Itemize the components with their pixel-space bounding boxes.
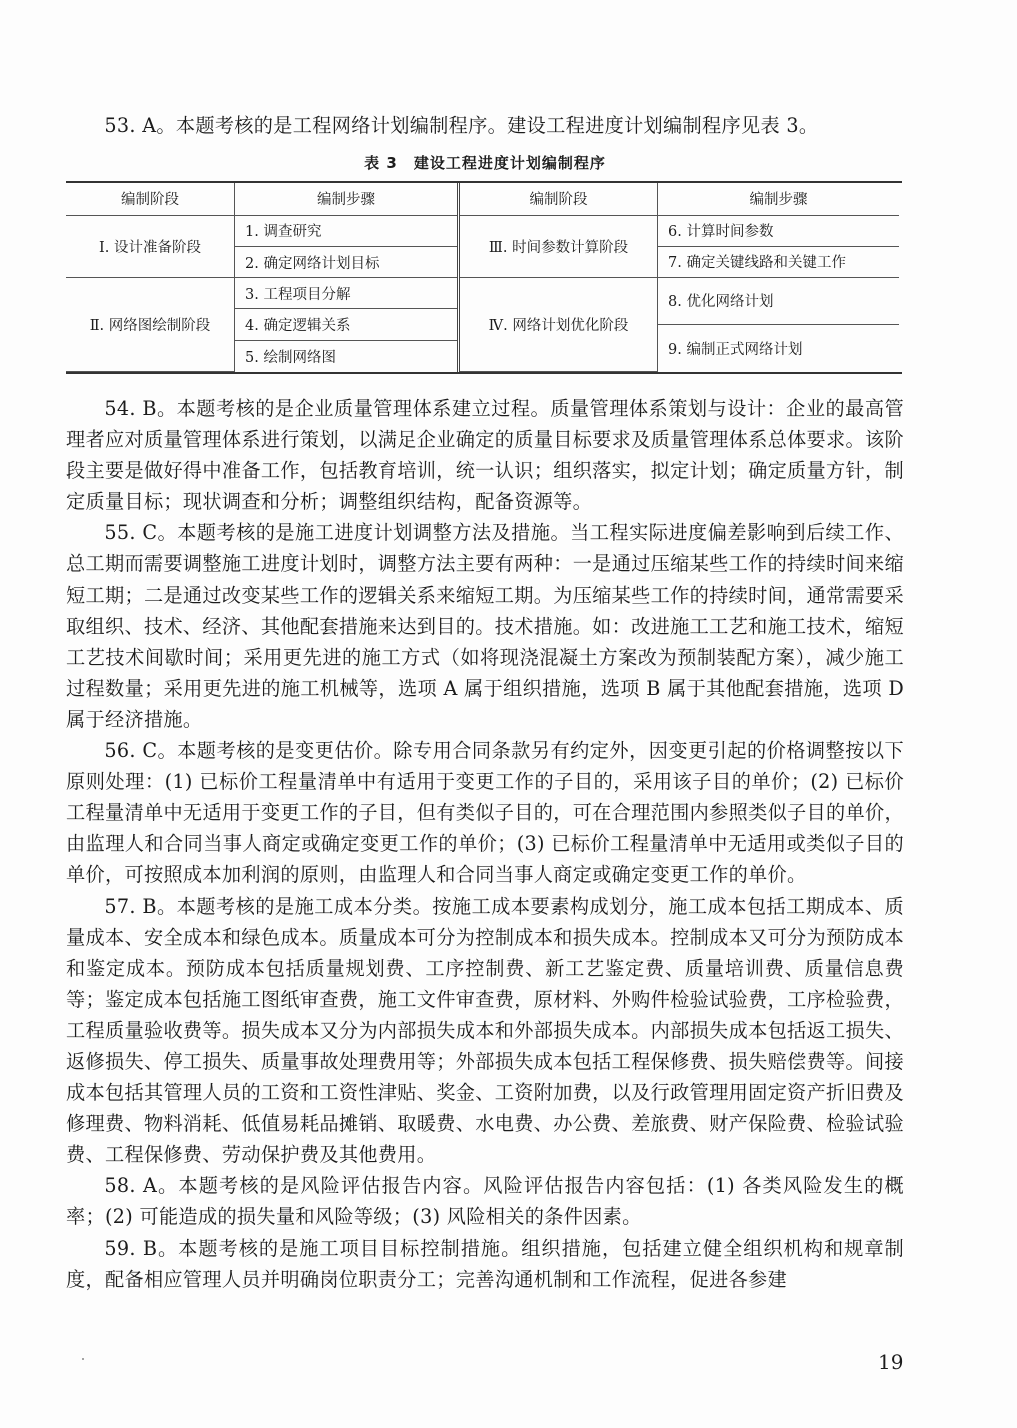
header-step: 编制步骤 — [235, 183, 459, 215]
stage-cell: Ⅲ. 时间参数计算阶段 — [460, 215, 658, 277]
table-caption: 表 3 建设工程进度计划编制程序 — [364, 154, 606, 172]
step-cell: 7. 确定关键线路和关键工作 — [658, 246, 900, 277]
answer-explanations — [66, 393, 904, 1295]
step-cell: 9. 编制正式网络计划 — [658, 324, 900, 371]
step-cell: 8. 优化网络计划 — [658, 277, 900, 324]
stage-cell: Ⅳ. 网络计划优化阶段 — [460, 277, 658, 371]
page-number: 19 — [878, 1350, 904, 1374]
header-step: 编制步骤 — [658, 183, 900, 215]
table-left-half — [66, 183, 460, 372]
step-cell: 3. 工程项目分解 — [235, 278, 459, 309]
step-cell: 4. 确定逻辑关系 — [235, 309, 459, 340]
paragraph-56: 56. C。本题考核的是变更估价。除专用合同条款另有约定外，因变更引起的价格调整按以下原则处理：(1) 已标价工程量清单中有适用于变更工作的子目的，采用该子目的单价；(2) 已标价工程量清单中无适用于变更工作的子目，但有类似子目的，可在合理范围内参照类似子目的单价，由监理人和合同当事人商定或确定变更工作的单价；(3) 已标价工程量清单中无适用或类似子目的单价，可按照成本加利润的原则，由监理人和合同当事人商定或确定变更工作的单价。 — [66, 739, 904, 887]
stage-cell: Ⅰ. 设计准备阶段 — [66, 215, 235, 277]
step-cell: 6. 计算时间参数 — [658, 215, 900, 246]
header-stage: 编制阶段 — [460, 183, 658, 215]
header-stage: 编制阶段 — [66, 183, 235, 215]
paragraph-57: 57. B。本题考核的是施工成本分类。按施工成本要素构成划分，施工成本包括工期成本、质量成本、安全成本和绿色成本。质量成本可分为控制成本和损失成本。控制成本又可分为预防成本和鉴定成本。预防成本包括质量规划费、工序控制费、新工艺鉴定费、质量培训费、质量信息费等；鉴定成本包括施工图纸审查费，施工文件审查费，原材料、外购件检验试验费，工序检验费，工程质量验收费等。损失成本又分为内部损失成本和外部损失成本。内部损失成本包括返工损失、返修损失、停工损失、质量事故处理费用等；外部损失成本包括工程保修费、损失赔偿费等。间接成本包括其管理人员的工资和工资性津贴、奖金、工资附加费，以及行政管理用固定资产折旧费及修理费、物料消耗、低值易耗品摊销、取暖费、水电费、办公费、差旅费、财产保险费、检验试验费、工程保修费、劳动保护费及其他费用。 — [66, 894, 904, 1167]
paragraph-58: 58. A。本题考核的是风险评估报告内容。风险评估报告内容包括：(1) 各类风险发生的概率；(2) 可能造成的损失量和风险等级；(3) 风险相关的条件因素。 — [66, 1174, 904, 1229]
speck — [82, 1358, 84, 1360]
paragraph-59: 59. B。本题考核的是施工项目目标控制措施。组织措施，包括建立健全组织机构和规章制度，配备相应管理人员并明确岗位职责分工；完善沟通机制和工作流程，促进各参建 — [66, 1236, 904, 1291]
paragraph-55: 55. C。本题考核的是施工进度计划调整方法及措施。当工程实际进度偏差影响到后续工作、总工期而需要调整施工进度计划时，调整方法主要有两种：一是通过压缩某些工作的持续时间来缩短工期；二是通过改变某些工作的逻辑关系来缩短工期。为压缩某些工作的持续时间，通常需要采取组织、技术、经济、其他配套措施来达到目的。技术措施。如：改进施工工艺和施工技术，缩短工艺技术间歇时间；采用更先进的施工方式（如将现浇混凝土方案改为预制装配方案），减少施工过程数量；采用更先进的施工机械等，选项 A 属于组织措施，选项 B 属于其他配套措施，选项 D 属于经济措施。 — [66, 521, 904, 731]
step-cell: 5. 绘制网络图 — [235, 340, 459, 371]
stage-cell: Ⅱ. 网络图绘制阶段 — [66, 278, 235, 372]
paragraph-53: 53. A。本题考核的是工程网络计划编制程序。建设工程进度计划编制程序见表 3。 — [104, 114, 819, 137]
paragraph-54: 54. B。本题考核的是企业质量管理体系建立过程。质量管理体系策划与设计：企业的最高管理者应对质量管理体系进行策划，以满足企业确定的质量目标要求及质量管理体系总体要求。该阶段主要是做好得中准备工作，包括教育培训，统一认识；组织落实，拟定计划；确定质量方针，制定质量目标；现状调查和分析；调整组织结构，配备资源等。 — [66, 397, 904, 514]
schedule-table — [66, 181, 902, 374]
step-cell: 2. 确定网络计划目标 — [235, 246, 459, 277]
step-cell: 1. 调查研究 — [235, 215, 459, 246]
table-right-half — [460, 183, 899, 372]
